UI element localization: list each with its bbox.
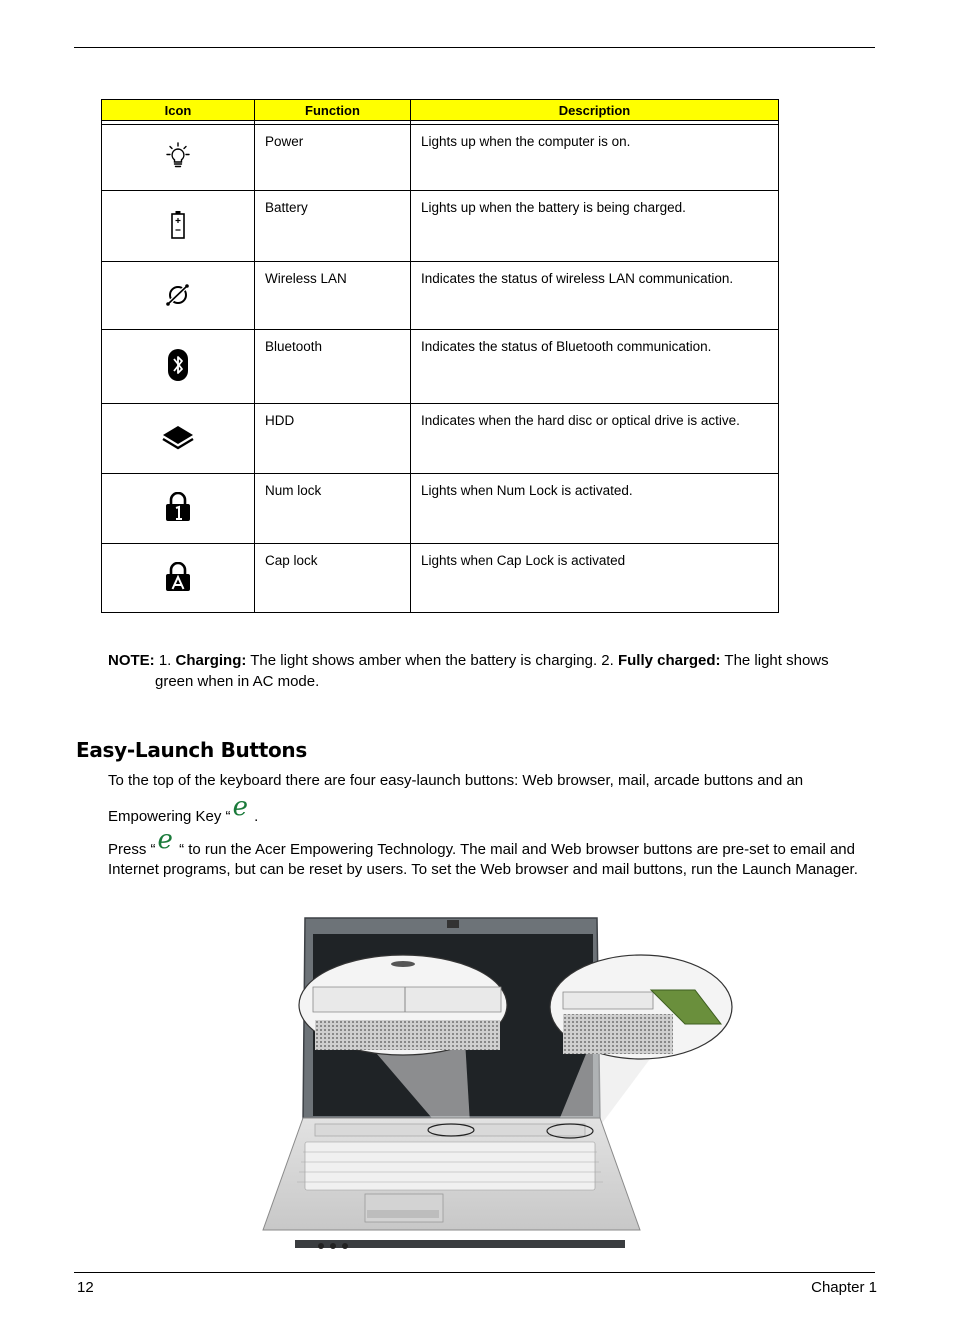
- table-row: [102, 191, 779, 262]
- table-row: [102, 404, 779, 474]
- num-lock-icon: [165, 492, 191, 522]
- table-row: [102, 330, 779, 404]
- table-row: [102, 262, 779, 330]
- header-function: Function: [255, 100, 411, 121]
- header-description: Description: [411, 100, 779, 121]
- wireless-lan-icon: [164, 280, 192, 308]
- note-text-charging: The light shows amber when the battery is charging. 2.: [250, 652, 614, 669]
- battery-icon: [170, 210, 186, 240]
- note-text-fully-charged: The light shows: [724, 652, 829, 669]
- function-cell: Power: [255, 125, 411, 191]
- paragraph-intro-end: .: [254, 808, 259, 825]
- chapter-label: Chapter 1: [811, 1279, 877, 1296]
- note-term-fully-charged: Fully charged:: [617, 652, 721, 669]
- table-row: [102, 544, 779, 613]
- description-cell: Lights when Cap Lock is activated: [411, 544, 779, 613]
- paragraph-press: [108, 825, 878, 880]
- table-row: [102, 474, 779, 544]
- paragraph-intro-line1: To the top of the keyboard there are four easy-launch buttons: Web browser, mail, arcade buttons and an: [108, 772, 804, 789]
- paragraph-intro-line2: Empowering Key “: [108, 808, 231, 825]
- empowering-key-icon: e: [157, 825, 173, 855]
- laptop-illustration: [255, 912, 735, 1254]
- function-cell: Wireless LAN: [255, 262, 411, 330]
- paragraph-intro: [108, 771, 878, 827]
- description-cell: Indicates the status of wireless LAN communication.: [411, 262, 779, 330]
- section-title: Easy-Launch Buttons: [76, 738, 307, 762]
- function-cell: Cap lock: [255, 544, 411, 613]
- note-num: 1.: [158, 652, 172, 669]
- note-label: NOTE:: [108, 652, 155, 669]
- table-row: [102, 125, 779, 191]
- table-header-row: [102, 100, 779, 121]
- bluetooth-icon: [167, 348, 189, 382]
- description-cell: Lights up when the computer is on.: [411, 125, 779, 191]
- cap-lock-icon: [165, 562, 191, 592]
- hdd-icon: [161, 423, 195, 451]
- note-term-charging: Charging:: [175, 652, 247, 669]
- header-icon: Icon: [102, 100, 255, 121]
- paragraph-press-body: “ to run the Acer Empowering Technology. The mail and Web browser buttons are pre-set to email and Internet programs, but can be reset by users. To set the Web browser and mail buttons, run the Launch Manager.: [108, 841, 858, 878]
- description-cell: Lights when Num Lock is activated.: [411, 474, 779, 544]
- note-line-2: green when in AC mode.: [155, 673, 320, 690]
- page-number: 12: [77, 1279, 94, 1296]
- function-cell: Battery: [255, 191, 411, 262]
- empowering-key-icon: e: [232, 792, 248, 822]
- note-block: [108, 650, 878, 692]
- header-rule: [74, 47, 875, 48]
- description-cell: Indicates when the hard disc or optical drive is active.: [411, 404, 779, 474]
- indicator-table: [101, 99, 779, 613]
- paragraph-press-start: Press “: [108, 841, 156, 858]
- footer-rule: [74, 1272, 875, 1273]
- function-cell: Num lock: [255, 474, 411, 544]
- description-cell: Lights up when the battery is being charged.: [411, 191, 779, 262]
- power-light-icon: [165, 142, 191, 170]
- description-cell: Indicates the status of Bluetooth communication.: [411, 330, 779, 404]
- function-cell: Bluetooth: [255, 330, 411, 404]
- function-cell: HDD: [255, 404, 411, 474]
